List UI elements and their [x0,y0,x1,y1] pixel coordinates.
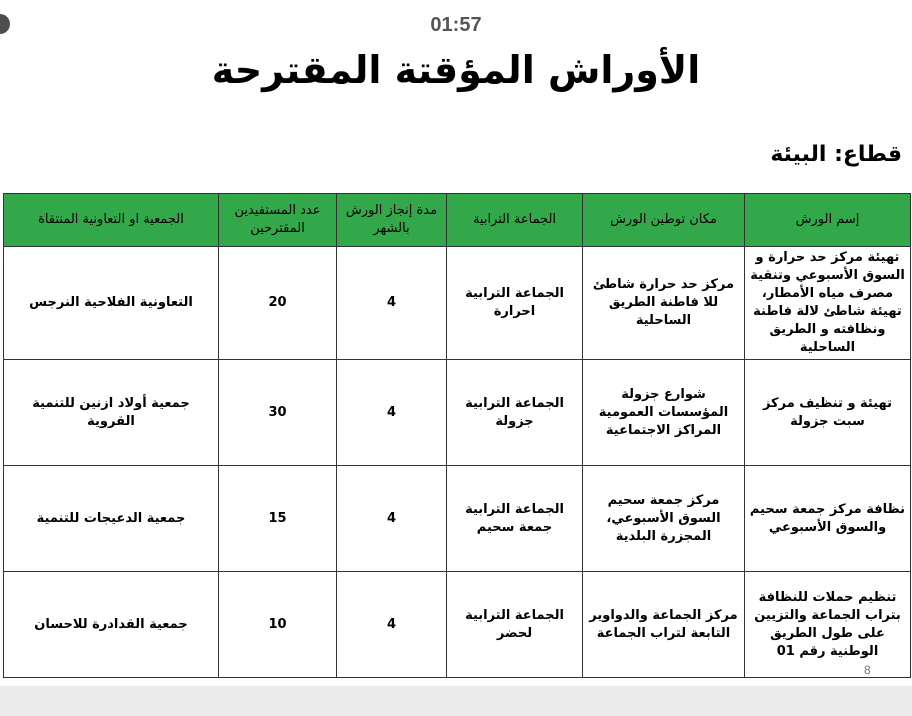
table-row [4,247,911,360]
header-commune: الجماعة الترابية [447,194,583,247]
header-duration: مدة إنجاز الورش بالشهر [337,194,447,247]
cell-beneficiaries: 15 [219,466,337,572]
bottom-bar [0,686,912,716]
table-header-row [4,194,911,247]
header-workshop-name: إسم الورش [745,194,911,247]
cell-association: جمعية الدعيجات للتنمية [4,466,219,572]
table-row [4,466,911,572]
cell-commune: الجماعة الترابية لحضر [447,572,583,678]
clock: 01:57 [430,14,482,36]
header-location: مكان توطين الورش [583,194,745,247]
cell-duration: 4 [337,466,447,572]
cell-beneficiaries: 30 [219,360,337,466]
table-row [4,572,911,678]
cell-beneficiaries: 20 [219,247,337,360]
cell-workshop-name: نظافة مركز جمعة سحيم والسوق الأسبوعي [745,466,911,572]
cell-location: مركز الجماعة والدواوير التابعة لتراب الجماعة [583,572,745,678]
cell-duration: 4 [337,360,447,466]
workshops-table [3,193,911,678]
cell-commune: الجماعة الترابية جزولة [447,360,583,466]
cell-commune: الجماعة الترابية احرارة [447,247,583,360]
table-row [4,360,911,466]
cell-beneficiaries: 10 [219,572,337,678]
cell-workshop-name: تهيئة مركز حد حرارة و السوق الأسبوعي وتنقية مصرف مياه الأمطار، تهيئة شاطئ لالة فاطنة ونظافته و الطريق الساحلية [745,247,911,360]
cell-duration: 4 [337,572,447,678]
header-beneficiaries: عدد المستفيدين المقترحين [219,194,337,247]
page-number: 8 [864,663,871,677]
cell-association: التعاونية الفلاحية النرجس [4,247,219,360]
cell-location: مركز حد حرارة شاطئ للا فاطنة الطريق الساحلية [583,247,745,360]
top-bar [0,0,912,50]
sector-heading: قطاع: البيئة [770,142,902,167]
slide-title: الأوراش المؤقتة المقترحة [211,48,701,92]
cell-location: شوارع جزولة المؤسسات العمومية المراكز الاجتماعية [583,360,745,466]
cell-workshop-name: تنظيم حملات للنظافة بتراب الجماعة والتزيين على طول الطريق الوطنية رقم 01 [745,572,911,678]
cell-location: مركز جمعة سحيم السوق الأسبوعي، المجزرة البلدية [583,466,745,572]
cell-commune: الجماعة الترابية جمعة سحيم [447,466,583,572]
cell-workshop-name: تهيئة و تنظيف مركز سبت جزولة [745,360,911,466]
cell-association: جمعية القدادرة للاحسان [4,572,219,678]
cell-duration: 4 [337,247,447,360]
header-association: الجمعية او التعاونية المنتقاة [4,194,219,247]
cell-association: جمعية أولاد ازنين للتنمية القروية [4,360,219,466]
